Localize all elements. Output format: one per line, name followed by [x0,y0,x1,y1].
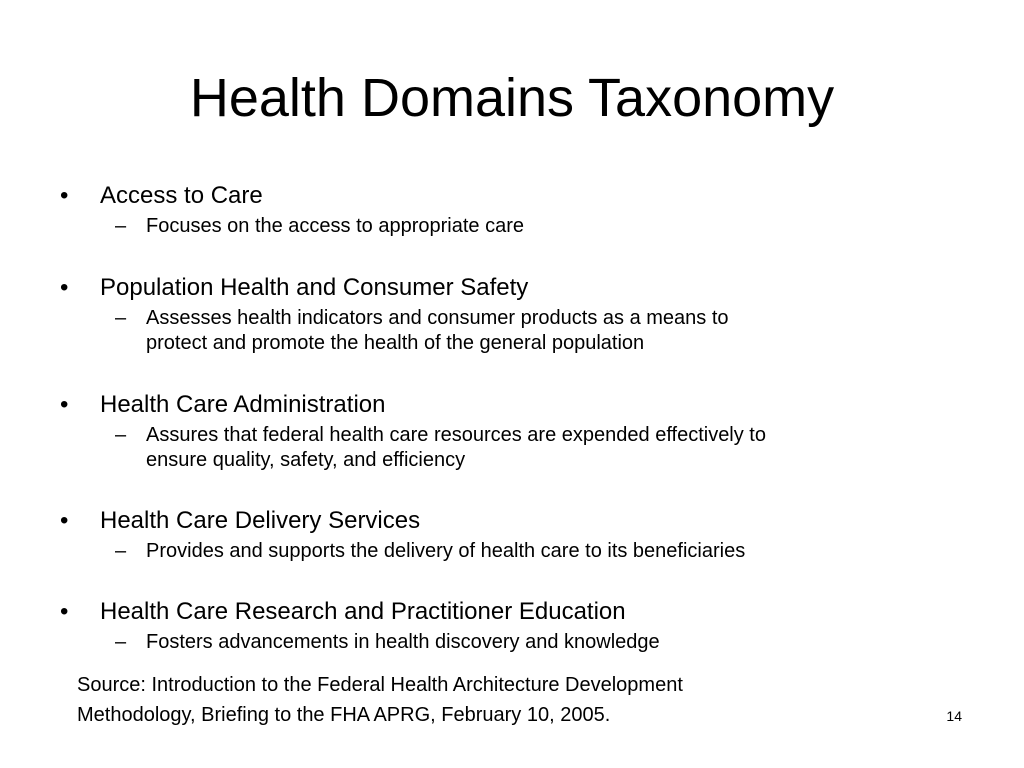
dash-icon: – [115,307,127,329]
bullet-icon: • [60,391,69,418]
bullet-heading [60,180,960,212]
bullet-heading [60,596,960,628]
bullet-label: Health Care Administration [100,391,386,418]
bullet-heading [60,272,960,304]
sub-bullet-text [146,214,966,239]
source-citation [77,670,897,730]
slide-number: 14 [946,708,962,724]
bullet-label: Health Care Delivery Services [100,507,421,534]
sub-bullet-text [146,306,966,356]
bullet-label: Access to Care [100,182,263,209]
sub-bullet [60,423,960,473]
bullet-access-to-care [60,180,960,239]
slide-title: Health Domains Taxonomy [189,68,835,128]
sub-bullet-text [146,423,966,473]
source-line: Methodology, Briefing to the FHA APRG, February 10, 2005. [77,704,611,726]
sub-bullet-line: Fosters advancements in health discovery and knowledge [146,631,660,653]
sub-bullet-line: Assesses health indicators and consumer products as a means to [146,307,729,329]
bullet-health-care-research [60,596,960,655]
bullet-icon: • [60,598,69,625]
bullet-icon: • [60,507,69,534]
sub-bullet-text [146,539,966,564]
sub-bullet-text [146,630,966,655]
dash-icon: – [115,424,127,446]
sub-bullet [60,214,960,239]
bullet-population-health [60,272,960,356]
sub-bullet-line: Focuses on the access to appropriate care [146,215,524,237]
sub-bullet-line: protect and promote the health of the general population [146,332,645,354]
sub-bullet-line: Provides and supports the delivery of health care to its beneficiaries [146,540,746,562]
dash-icon: – [115,540,127,562]
bullet-heading [60,389,960,421]
dash-icon: – [115,215,127,237]
source-line: Source: Introduction to the Federal Health Architecture Development [77,674,683,696]
sub-bullet-line: ensure quality, safety, and efficiency [146,449,466,471]
bullet-heading [60,505,960,537]
sub-bullet-line: Assures that federal health care resources are expended effectively to [146,424,766,446]
bullet-label: Health Care Research and Practitioner Education [100,598,626,625]
sub-bullet [60,539,960,564]
sub-bullet [60,306,960,356]
bullet-label: Population Health and Consumer Safety [100,274,529,301]
dash-icon: – [115,631,127,653]
bullet-health-care-delivery [60,505,960,564]
bullet-icon: • [60,274,69,301]
bullet-health-care-administration [60,389,960,473]
bullet-icon: • [60,182,69,209]
sub-bullet [60,630,960,655]
